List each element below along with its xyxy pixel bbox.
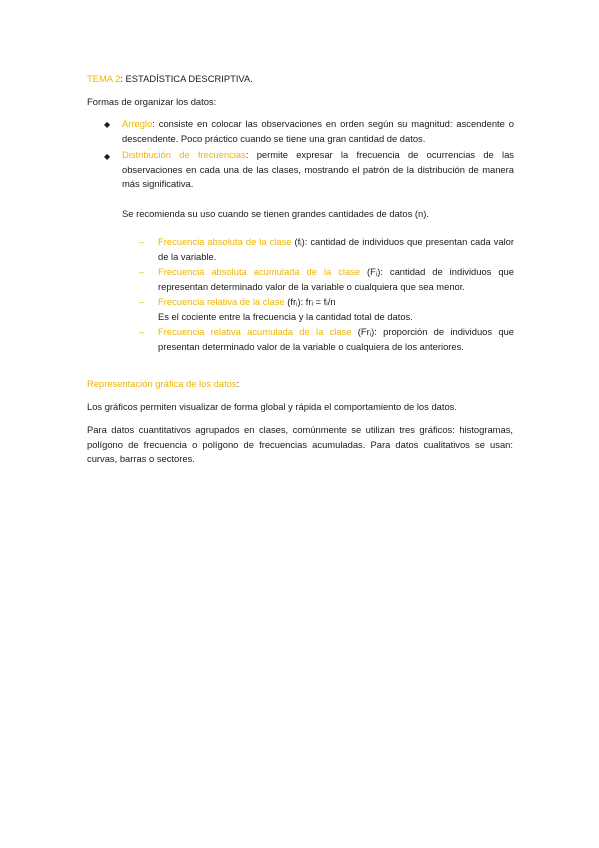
dash-text: cantidad de individuos que representan determinado valor de la variable o cualquiera que sea menor.	[158, 266, 514, 292]
graph-paragraph-1: Los gráficos permiten visualizar de forma global y rápida el comportamiento de los datos.	[87, 401, 457, 412]
dash-item-faa: Frecuencia absoluta acumulada de la clase $(F_i)$: cantidad de individuos que representan determinado valor de la variable o cualquiera que sea menor.	[158, 266, 514, 292]
bullet-arreglo	[122, 117, 514, 146]
dash-bullet-icon: –	[139, 236, 145, 247]
dash-item-fra: Frecuencia relativa acumulada de la clase $(Fr_i)$: proporción de individuos que presentan determinado valor de la variable o cualquiera de los anteriores.	[158, 326, 515, 352]
dash-bullet-icon: –	[139, 326, 145, 337]
bullet-distribucion	[122, 148, 514, 192]
dash-item-fr: Frecuencia relativa de la clase $(fr_i)$: frᵢ = fᵢ/n Es el cociente entre la frecuencia y la cantidad total de datos.	[158, 296, 413, 322]
bullet-text: : consiste en colocar las observaciones en orden según su magnitud: ascendente o descendente. Poco práctico cuando se tiene una gran cantidad de datos.	[122, 118, 514, 144]
dash-term: Frecuencia relativa de la clase	[158, 296, 285, 307]
organize-heading: Formas de organizar los datos:	[87, 96, 217, 107]
graph-heading: Representación gráfica de los datos:	[87, 378, 240, 389]
dash-bullet-icon: –	[139, 266, 145, 277]
dash-bullet-icon: –	[139, 296, 145, 307]
diamond-bullet-icon: ◆	[104, 152, 111, 161]
dash-text: cantidad de individuos que presentan cada valor de la variable.	[158, 236, 514, 262]
document-title	[87, 72, 513, 87]
dash-item-fa: Frecuencia absoluta de la clase $(f_i)$: cantidad de individuos que presentan cada valor de la variable.	[158, 236, 514, 262]
dash-text: Es el cociente entre la frecuencia y la cantidad total de datos.	[158, 310, 413, 322]
bullet-text: : permite expresar la frecuencia de ocurrencias de las observaciones en cada una de las clases, mostrando el patrón de la distribución de manera más significativa.	[122, 149, 514, 190]
dash-formula: frᵢ = fᵢ/n	[305, 296, 336, 307]
bullet-term: Distribución de frecuencias	[122, 149, 246, 160]
dash-term: Frecuencia absoluta de la clase	[158, 236, 292, 247]
title-topic-number: TEMA 2	[87, 73, 121, 84]
dash-term: Frecuencia absoluta acumulada de la clase	[158, 266, 361, 277]
recommendation-text: Se recomienda su uso cuando se tienen grandes cantidades de datos (n).	[122, 208, 429, 219]
graph-paragraph-2: Para datos cuantitativos agrupados en clases, comúnmente se utilizan tres gráficos: histogramas, polígono de frecuencia o polígono de frecuencias acumuladas. Para datos cualitativos se usan: curvas, barras o sectores.	[87, 424, 513, 465]
dash-text: proporción de individuos que presentan determinado valor de la variable o cualquiera de los anteriores.	[158, 326, 515, 352]
bullet-term: Arreglo	[122, 118, 153, 129]
dash-term: Frecuencia relativa acumulada de la clase	[158, 326, 352, 337]
diamond-bullet-icon: ◆	[104, 120, 111, 129]
title-topic-name: : ESTADÍSTICA DESCRIPTIVA.	[120, 73, 253, 84]
